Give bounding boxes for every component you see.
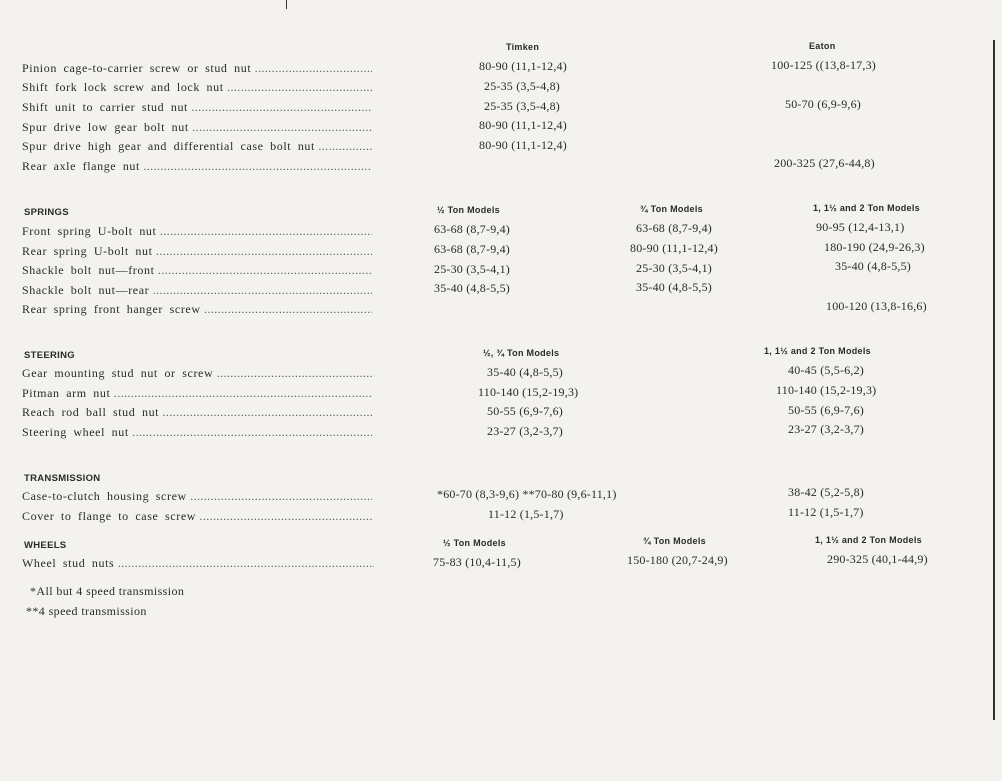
steering-row-light: 50-55 (6,9-7,6) [487,404,563,418]
springs-row-half-ton: 63-68 (8,7-9,4) [434,242,510,256]
transmission-row-light: 11-12 (1,5-1,7) [488,507,564,521]
transmission-row-label: Case-to-clutch housing screw ..... [22,489,372,504]
transmission-row-label: Cover to flange to case screw ..... [22,509,372,524]
footnote-double-star: **4 speed transmission [26,604,147,618]
steering-row-heavy: 40-45 (5,5-6,2) [788,363,864,377]
wheels-header-heavy: 1, 1½ and 2 Ton Models [815,535,922,545]
steering-row-label: Reach rod ball stud nut ..... [22,405,372,420]
axle-row-label: Shift unit to carrier stud nut ..... [22,100,372,115]
springs-header-heavy: 1, 1½ and 2 Ton Models [813,203,920,213]
springs-row-half-ton: 63-68 (8,7-9,4) [434,222,510,236]
springs-row-label: Front spring U-bolt nut ..... [22,224,372,239]
wheels-row-half-ton: 75-83 (10,4-11,5) [433,555,521,569]
axle-row-timken: 25-35 (3,5-4,8) [484,79,560,93]
springs-row-heavy: 180-190 (24,9-26,3) [824,240,925,254]
wheels-header-three-quarter-ton: ¾ Ton Models [643,536,706,546]
springs-header-three-quarter-ton: ¾ Ton Models [640,204,703,214]
steering-header-heavy: 1, 1½ and 2 Ton Models [764,346,871,356]
springs-section-title: SPRINGS [24,207,69,218]
wheels-section-title: WHEELS [24,540,67,551]
axle-row-label: Rear axle flange nut ..... [22,159,372,174]
springs-row-label: Shackle bolt nut—front ..... [22,263,372,278]
springs-row-label: Shackle bolt nut—rear ..... [22,283,372,298]
axle-row-label: Shift fork lock screw and lock nut ..... [22,80,372,95]
transmission-row-light: *60-70 (8,3-9,6) **70-80 (9,6-11,1) [437,487,617,501]
eaton-header: Eaton [809,41,836,51]
transmission-row-heavy: 38-42 (5,2-5,8) [788,485,864,499]
springs-row-three-quarter-ton: 35-40 (4,8-5,5) [636,280,712,294]
steering-row-label: Steering wheel nut ..... [22,425,372,440]
axle-row-timken: 80-90 (11,1-12,4) [479,138,567,152]
wheels-row-label: Wheel stud nuts ..... [22,556,374,571]
springs-row-half-ton: 25-30 (3,5-4,1) [434,262,510,276]
steering-row-heavy: 23-27 (3,2-3,7) [788,422,864,436]
springs-row-label: Rear spring U-bolt nut ..... [22,244,372,259]
transmission-row-heavy: 11-12 (1,5-1,7) [788,505,864,519]
springs-row-three-quarter-ton: 63-68 (8,7-9,4) [636,221,712,235]
wheels-header-half-ton: ½ Ton Models [443,538,506,548]
springs-row-three-quarter-ton: 25-30 (3,5-4,1) [636,261,712,275]
steering-row-label: Gear mounting stud nut or screw ..... [22,366,372,381]
steering-row-heavy: 110-140 (15,2-19,3) [776,383,877,397]
top-tick-mark [286,0,287,9]
axle-row-timken: 80-90 (11,1-12,4) [479,59,567,73]
springs-row-half-ton: 35-40 (4,8-5,5) [434,281,510,295]
springs-row-heavy: 100-120 (13,8-16,6) [826,299,927,313]
steering-section-title: STEERING [24,350,75,361]
timken-header: Timken [506,42,540,52]
steering-row-light: 110-140 (15,2-19,3) [478,385,579,399]
springs-row-three-quarter-ton: 80-90 (11,1-12,4) [630,241,718,255]
axle-row-timken: 80-90 (11,1-12,4) [479,118,567,132]
springs-row-heavy: 90-95 (12,4-13,1) [816,220,905,234]
right-edge-line [993,40,995,720]
steering-row-label: Pitman arm nut ..... [22,386,372,401]
axle-row-eaton: 200-325 (27,6-44,8) [774,156,875,170]
axle-row-label: Spur drive high gear and differential case bolt nut ..... [22,139,372,154]
axle-row-eaton: 100-125 ((13,8-17,3) [771,58,876,72]
steering-row-light: 35-40 (4,8-5,5) [487,365,563,379]
steering-row-light: 23-27 (3,2-3,7) [487,424,563,438]
springs-row-label: Rear spring front hanger screw ..... [22,302,372,317]
steering-row-heavy: 50-55 (6,9-7,6) [788,403,864,417]
axle-row-eaton: 50-70 (6,9-9,6) [785,97,861,111]
wheels-row-heavy: 290-325 (40,1-44,9) [827,552,928,566]
wheels-row-three-quarter-ton: 150-180 (20,7-24,9) [627,553,728,567]
footnote-single-star: *All but 4 speed transmission [30,584,185,598]
springs-row-heavy: 35-40 (4,8-5,5) [835,259,911,273]
axle-row-timken: 25-35 (3,5-4,8) [484,99,560,113]
steering-header-light: ½, ¾ Ton Models [483,348,560,358]
transmission-section-title: TRANSMISSION [24,473,101,484]
axle-row-label: Pinion cage-to-carrier screw or stud nut ..... [22,61,372,76]
springs-header-half-ton: ½ Ton Models [437,205,500,215]
axle-row-label: Spur drive low gear bolt nut ..... [22,120,372,135]
